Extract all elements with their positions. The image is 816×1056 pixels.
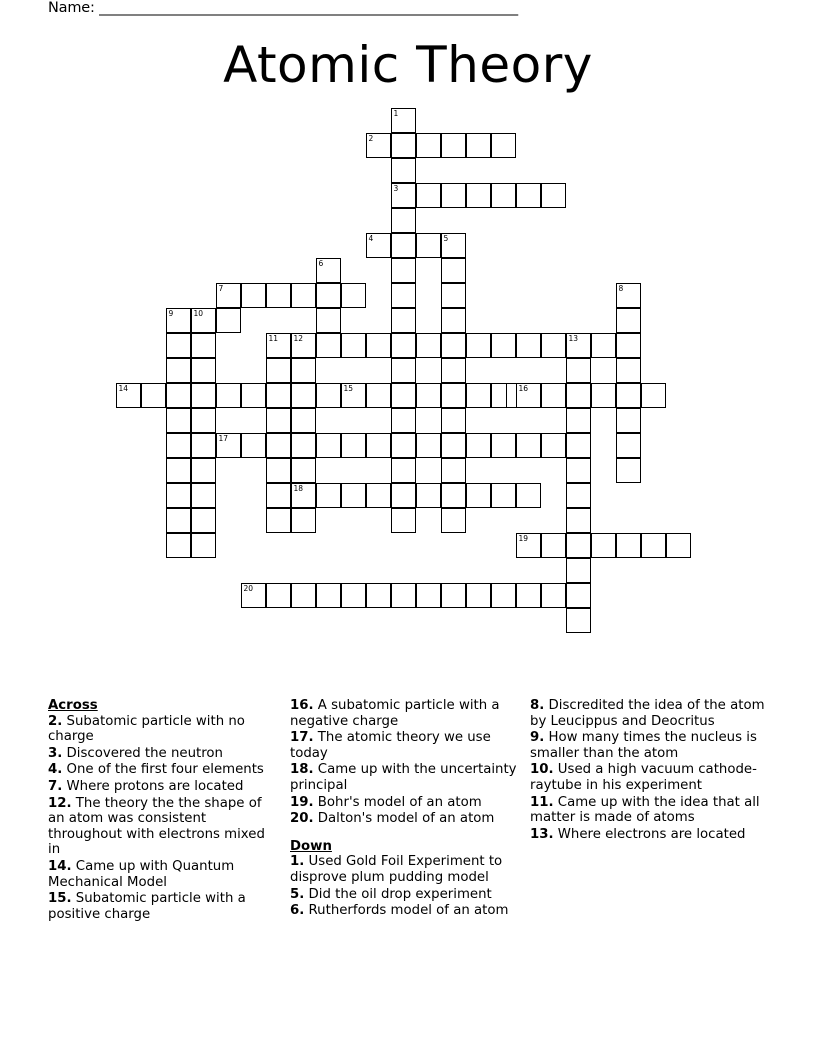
clue-number: 12. xyxy=(48,795,72,811)
grid-cell-number: 3 xyxy=(393,184,399,193)
clue-number: 6. xyxy=(290,903,305,919)
grid-cell[interactable] xyxy=(391,408,416,433)
grid-cell[interactable] xyxy=(291,508,316,533)
grid-cell[interactable] xyxy=(391,333,416,358)
clue-text: The theory the the shape of an atom was consistent throughout with electrons mixed in xyxy=(48,795,265,858)
grid-cell[interactable] xyxy=(316,433,341,458)
name-label: Name: xyxy=(48,0,95,16)
name-blank-line: ______________________________________________________________ xyxy=(99,0,518,16)
name-field-line xyxy=(48,0,748,16)
grid-cell[interactable] xyxy=(391,583,416,608)
grid-cell[interactable] xyxy=(116,383,141,408)
grid-cell[interactable] xyxy=(291,583,316,608)
grid-cell[interactable] xyxy=(566,358,591,383)
grid-cell[interactable] xyxy=(166,358,191,383)
clue-text: Where electrons are located xyxy=(553,826,746,842)
grid-cell[interactable] xyxy=(516,483,541,508)
grid-cell[interactable] xyxy=(241,383,266,408)
grid-cell[interactable] xyxy=(166,308,191,333)
grid-cell[interactable] xyxy=(316,283,341,308)
grid-cell[interactable] xyxy=(516,383,541,408)
clue-item xyxy=(530,827,770,843)
grid-cell[interactable] xyxy=(541,183,566,208)
grid-cell[interactable] xyxy=(566,533,591,558)
grid-cell[interactable] xyxy=(191,383,216,408)
grid-cell[interactable] xyxy=(466,583,491,608)
grid-cell[interactable] xyxy=(416,383,441,408)
grid-cell[interactable] xyxy=(516,183,541,208)
grid-cell[interactable] xyxy=(341,283,366,308)
grid-cell[interactable] xyxy=(341,383,366,408)
grid-cell[interactable] xyxy=(616,358,641,383)
clues-section xyxy=(0,698,816,958)
clue-number: 5. xyxy=(290,886,305,902)
grid-cell[interactable] xyxy=(316,308,341,333)
grid-cell[interactable] xyxy=(591,383,616,408)
grid-cell[interactable] xyxy=(566,333,591,358)
clue-column-2 xyxy=(290,698,522,920)
clue-number: 11. xyxy=(530,794,554,810)
grid-cell-number: 13 xyxy=(568,334,579,343)
grid-cell[interactable] xyxy=(366,233,391,258)
grid-cell[interactable] xyxy=(166,458,191,483)
grid-cell[interactable] xyxy=(566,408,591,433)
across-heading: Across xyxy=(48,698,98,713)
grid-cell[interactable] xyxy=(641,533,666,558)
clue-text: Came up with the idea that all matter is made of atoms xyxy=(530,794,760,826)
clue-item xyxy=(530,795,770,826)
grid-cell-number: 4 xyxy=(368,234,374,243)
grid-cell[interactable] xyxy=(416,483,441,508)
grid-cell[interactable] xyxy=(291,383,316,408)
grid-cell[interactable] xyxy=(616,308,641,333)
grid-cell[interactable] xyxy=(616,433,641,458)
grid-cell[interactable] xyxy=(391,133,416,158)
grid-cell[interactable] xyxy=(441,483,466,508)
clue-item xyxy=(530,698,770,729)
clue-item xyxy=(290,762,522,793)
grid-cell[interactable] xyxy=(416,233,441,258)
grid-cell[interactable] xyxy=(466,333,491,358)
clue-number: 18. xyxy=(290,762,314,778)
grid-cell[interactable] xyxy=(166,533,191,558)
grid-cell[interactable] xyxy=(366,133,391,158)
grid-cell[interactable] xyxy=(516,533,541,558)
grid-cell[interactable] xyxy=(491,133,516,158)
clue-item xyxy=(48,762,276,778)
grid-cell[interactable] xyxy=(416,433,441,458)
grid-cell[interactable] xyxy=(391,358,416,383)
grid-cell-number: 15 xyxy=(343,384,354,393)
clue-number: 1. xyxy=(290,854,305,870)
grid-cell[interactable] xyxy=(166,408,191,433)
grid-cell[interactable] xyxy=(466,183,491,208)
grid-cell[interactable] xyxy=(316,333,341,358)
grid-cell[interactable] xyxy=(441,408,466,433)
clue-item xyxy=(48,859,276,890)
grid-cell[interactable] xyxy=(391,508,416,533)
clue-text: Subatomic particle with no charge xyxy=(48,713,245,745)
grid-cell-number: 19 xyxy=(518,534,529,543)
clue-text: Where protons are located xyxy=(62,778,244,794)
grid-cell[interactable] xyxy=(291,483,316,508)
grid-cell[interactable] xyxy=(266,408,291,433)
grid-cell[interactable] xyxy=(391,208,416,233)
clue-column-3 xyxy=(530,698,770,843)
clue-text: Used Gold Foil Experiment to disprove plum pudding model xyxy=(290,854,503,885)
grid-cell[interactable] xyxy=(316,583,341,608)
grid-cell[interactable] xyxy=(366,583,391,608)
clue-number: 4. xyxy=(48,762,63,778)
grid-cell[interactable] xyxy=(166,333,191,358)
clue-item xyxy=(290,854,522,885)
clue-number: 17. xyxy=(290,730,314,746)
grid-cell[interactable] xyxy=(491,483,516,508)
grid-cell-number: 9 xyxy=(168,309,174,318)
clue-text: One of the first four elements xyxy=(62,762,264,778)
grid-cell-number: 1 xyxy=(393,109,399,118)
grid-cell[interactable] xyxy=(416,133,441,158)
clue-item xyxy=(48,779,276,795)
grid-cell[interactable] xyxy=(391,283,416,308)
grid-cell[interactable] xyxy=(466,433,491,458)
down-heading: Down xyxy=(290,838,332,854)
grid-cell[interactable] xyxy=(191,508,216,533)
grid-cell[interactable] xyxy=(191,458,216,483)
clue-item xyxy=(530,730,770,761)
grid-cell[interactable] xyxy=(291,358,316,383)
clue-text: Came up with the uncertainty principal xyxy=(290,762,517,793)
grid-cell[interactable] xyxy=(316,383,341,408)
grid-cell[interactable] xyxy=(266,283,291,308)
grid-cell[interactable] xyxy=(166,383,191,408)
grid-cell[interactable] xyxy=(441,508,466,533)
clue-number: 14. xyxy=(48,858,72,874)
grid-cell[interactable] xyxy=(291,283,316,308)
grid-cell[interactable] xyxy=(441,433,466,458)
grid-cell[interactable] xyxy=(316,483,341,508)
page-title: Atomic Theory xyxy=(223,36,593,94)
grid-cell[interactable] xyxy=(216,308,241,333)
grid-cell[interactable] xyxy=(441,358,466,383)
clue-column-1 xyxy=(48,698,276,923)
clue-number: 9. xyxy=(530,730,545,746)
grid-cell[interactable] xyxy=(416,183,441,208)
grid-cell[interactable] xyxy=(391,383,416,408)
clue-text: Discredited the idea of the atom by Leucippus and Deocritus xyxy=(530,698,765,729)
grid-cell[interactable] xyxy=(641,383,666,408)
grid-cell-number: 16 xyxy=(518,384,529,393)
grid-cell[interactable] xyxy=(541,383,566,408)
clue-item xyxy=(290,903,522,919)
clue-item xyxy=(290,730,522,761)
grid-cell-number: 17 xyxy=(218,434,229,443)
grid-cell[interactable] xyxy=(391,433,416,458)
grid-cell[interactable] xyxy=(266,433,291,458)
grid-cell[interactable] xyxy=(466,133,491,158)
clue-number: 20. xyxy=(290,811,314,827)
grid-cell[interactable] xyxy=(141,383,166,408)
grid-cell[interactable] xyxy=(566,508,591,533)
grid-cell[interactable] xyxy=(266,358,291,383)
grid-cell[interactable] xyxy=(466,383,491,408)
grid-cell[interactable] xyxy=(441,308,466,333)
grid-cell[interactable] xyxy=(341,583,366,608)
grid-cell[interactable] xyxy=(266,383,291,408)
grid-cell[interactable] xyxy=(566,558,591,583)
clue-number: 7. xyxy=(48,778,63,794)
grid-cell[interactable] xyxy=(441,233,466,258)
grid-cell[interactable] xyxy=(441,283,466,308)
grid-cell[interactable] xyxy=(416,333,441,358)
grid-cell[interactable] xyxy=(191,333,216,358)
grid-cell[interactable] xyxy=(391,108,416,133)
clue-text: How many times the nucleus is smaller than the atom xyxy=(530,730,757,761)
grid-cell[interactable] xyxy=(366,483,391,508)
clue-text: A subatomic particle with a negative charge xyxy=(290,698,500,729)
clue-item xyxy=(530,762,770,793)
grid-cell[interactable] xyxy=(566,458,591,483)
grid-cell-number: 6 xyxy=(318,259,324,268)
grid-cell[interactable] xyxy=(516,583,541,608)
clue-text: Discovered the neutron xyxy=(62,745,223,761)
grid-cell[interactable] xyxy=(366,383,391,408)
grid-cell[interactable] xyxy=(341,333,366,358)
grid-cell[interactable] xyxy=(241,583,266,608)
grid-cell[interactable] xyxy=(591,333,616,358)
grid-cell-number: 18 xyxy=(293,484,304,493)
clue-number: 16. xyxy=(290,698,314,713)
grid-cell-number: 5 xyxy=(443,234,449,243)
grid-cell[interactable] xyxy=(566,583,591,608)
grid-cell[interactable] xyxy=(541,433,566,458)
grid-cell[interactable] xyxy=(166,433,191,458)
grid-cell-number: 11 xyxy=(268,334,279,343)
grid-cell[interactable] xyxy=(391,158,416,183)
grid-cell[interactable] xyxy=(391,258,416,283)
clue-number: 13. xyxy=(530,826,554,842)
grid-cell[interactable] xyxy=(541,583,566,608)
grid-cell[interactable] xyxy=(291,333,316,358)
grid-cell[interactable] xyxy=(516,333,541,358)
grid-cell[interactable] xyxy=(316,258,341,283)
grid-cell[interactable] xyxy=(566,608,591,633)
grid-cell[interactable] xyxy=(491,433,516,458)
clue-item xyxy=(290,811,522,827)
grid-cell[interactable] xyxy=(516,433,541,458)
clue-text: Rutherfords model of an atom xyxy=(304,903,509,919)
grid-cell-number: 12 xyxy=(293,334,304,343)
grid-cell[interactable] xyxy=(366,433,391,458)
grid-cell[interactable] xyxy=(191,308,216,333)
clue-item xyxy=(290,887,522,903)
grid-cell[interactable] xyxy=(166,483,191,508)
grid-cell[interactable] xyxy=(266,483,291,508)
grid-cell[interactable] xyxy=(391,308,416,333)
grid-cell[interactable] xyxy=(166,508,191,533)
clue-item xyxy=(290,698,522,729)
grid-cell[interactable] xyxy=(391,458,416,483)
grid-cell[interactable] xyxy=(441,183,466,208)
grid-cell[interactable] xyxy=(416,583,441,608)
grid-cell[interactable] xyxy=(191,358,216,383)
grid-cell[interactable] xyxy=(291,458,316,483)
grid-cell[interactable] xyxy=(241,433,266,458)
grid-cell[interactable] xyxy=(391,183,416,208)
grid-cell[interactable] xyxy=(441,258,466,283)
grid-cell-number: 20 xyxy=(243,584,254,593)
grid-cell-number: 2 xyxy=(368,134,374,143)
crossword-grid xyxy=(0,108,816,593)
grid-cell[interactable] xyxy=(566,483,591,508)
clue-item xyxy=(48,891,276,922)
grid-cell[interactable] xyxy=(616,283,641,308)
clue-number: 19. xyxy=(290,794,314,810)
grid-cell-number: 10 xyxy=(193,309,204,318)
grid-cell[interactable] xyxy=(191,433,216,458)
grid-cell[interactable] xyxy=(491,183,516,208)
grid-cell[interactable] xyxy=(541,533,566,558)
grid-cell[interactable] xyxy=(341,483,366,508)
grid-cell[interactable] xyxy=(391,233,416,258)
grid-cell[interactable] xyxy=(216,433,241,458)
grid-cell[interactable] xyxy=(191,408,216,433)
clue-number: 8. xyxy=(530,698,545,713)
grid-cell[interactable] xyxy=(441,583,466,608)
grid-cell[interactable] xyxy=(441,383,466,408)
grid-cell[interactable] xyxy=(266,458,291,483)
grid-cell[interactable] xyxy=(391,483,416,508)
grid-cell[interactable] xyxy=(466,483,491,508)
grid-cell-number: 7 xyxy=(218,284,224,293)
grid-cell[interactable] xyxy=(566,433,591,458)
grid-cell[interactable] xyxy=(191,533,216,558)
clue-text: Bohr's model of an atom xyxy=(313,794,482,810)
clue-item xyxy=(48,746,276,762)
grid-cell-number: 14 xyxy=(118,384,129,393)
grid-cell[interactable] xyxy=(566,383,591,408)
grid-cell-number: 8 xyxy=(618,284,624,293)
clue-text: Subatomic particle with a positive charge xyxy=(48,891,246,922)
grid-cell[interactable] xyxy=(191,483,216,508)
clue-item xyxy=(48,796,276,858)
clue-number: 10. xyxy=(530,762,554,778)
clue-text: Dalton's model of an atom xyxy=(313,811,495,827)
clue-text: Came up with Quantum Mechanical Model xyxy=(48,858,235,890)
clue-item xyxy=(48,714,276,745)
grid-cell[interactable] xyxy=(441,458,466,483)
grid-cell[interactable] xyxy=(491,583,516,608)
grid-cell[interactable] xyxy=(441,133,466,158)
grid-cell[interactable] xyxy=(241,283,266,308)
grid-cell[interactable] xyxy=(341,433,366,458)
grid-cell[interactable] xyxy=(441,333,466,358)
grid-cell[interactable] xyxy=(616,408,641,433)
grid-cell[interactable] xyxy=(616,458,641,483)
clue-text: Did the oil drop experiment xyxy=(304,886,492,902)
clue-text: Used a high vacuum cathode-raytube in his experiment xyxy=(530,762,757,793)
clue-number: 3. xyxy=(48,745,63,761)
grid-cell[interactable] xyxy=(216,383,241,408)
clue-text: The atomic theory we use today xyxy=(290,730,491,761)
grid-cell[interactable] xyxy=(591,533,616,558)
clue-item xyxy=(290,795,522,811)
grid-cell[interactable] xyxy=(291,433,316,458)
grid-cell[interactable] xyxy=(291,408,316,433)
grid-cell[interactable] xyxy=(266,508,291,533)
grid-cell[interactable] xyxy=(616,383,641,408)
grid-cell[interactable] xyxy=(541,333,566,358)
grid-cell[interactable] xyxy=(366,333,391,358)
grid-cell[interactable] xyxy=(616,533,641,558)
grid-cell[interactable] xyxy=(666,533,691,558)
grid-cell[interactable] xyxy=(266,333,291,358)
grid-cell[interactable] xyxy=(491,333,516,358)
grid-cell[interactable] xyxy=(216,283,241,308)
clue-number: 2. xyxy=(48,713,63,729)
clue-spacer xyxy=(290,828,522,839)
grid-cell[interactable] xyxy=(266,583,291,608)
grid-cell[interactable] xyxy=(616,333,641,358)
clue-number: 15. xyxy=(48,891,72,907)
